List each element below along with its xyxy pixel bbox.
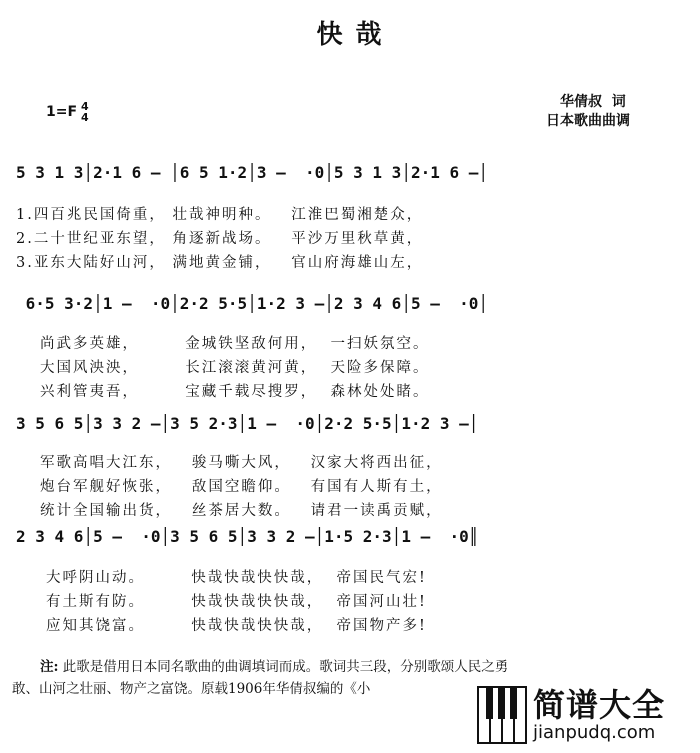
notation-line-1: 5 3 1 3│2·1 6 — │6 5 1·2│3 — ·0│5 3 1 3│2·1 6 —│ bbox=[16, 163, 489, 182]
lyric-line-1-verse-1: 1.四百兆民国倚重， 壮哉神明种。 江淮巴蜀湘楚众， bbox=[16, 207, 424, 223]
lyric-line-1-verse-3: 3.亚东大陆好山河， 满地黄金铺， 官山府海雄山左， bbox=[16, 255, 424, 271]
time-sig-bottom: 4 bbox=[81, 111, 89, 124]
lyric-line-3-verse-3: 统计全国输出货， 丝茶居大数。 请君一读禹贡赋， bbox=[40, 503, 443, 519]
lyric-line-1-verse-2: 2.二十世纪亚东望， 角逐新战场。 平沙万里秋草黄， bbox=[16, 231, 424, 247]
song-title: 快 哉 bbox=[316, 20, 384, 50]
credits bbox=[546, 93, 686, 131]
footnote-line-2: 敢、山河之壮丽、物产之富饶。原载1906年华倩叔编的《小 bbox=[12, 681, 371, 697]
key-signature bbox=[46, 101, 89, 123]
lyric-line-2-verse-2: 大国风泱泱， 长江滚滚黄河黄， 天险多保障。 bbox=[40, 360, 430, 376]
footnote-line-1: 此歌是借用日本同名歌曲的曲调填词而成。歌词共三段，分别歌颂人民之勇 bbox=[62, 659, 509, 675]
time-sig-top: 4 bbox=[81, 100, 89, 113]
lyric-line-4-verse-2: 有土斯有防。 快哉快哉快快哉， 帝国河山壮! bbox=[46, 594, 427, 610]
lyric-line-2-verse-3: 兴利管夷吾， 宝藏千载尽搜罗， 森林处处睹。 bbox=[40, 384, 430, 400]
piano-keys-icon bbox=[477, 686, 527, 744]
watermark-title: 简谱大全 bbox=[533, 686, 666, 724]
lyric-line-4-verse-3: 应知其饶富。 快哉快哉快快哉， 帝国物产多! bbox=[46, 618, 427, 634]
lyric-line-2-verse-1: 尚武多英雄， 金城铁坚敌何用， 一扫妖氛空。 bbox=[40, 336, 430, 352]
lyricist-credit: 华倩叔 词 bbox=[560, 94, 626, 110]
notation-line-2: 6·5 3·2│1 — ·0│2·2 5·5│1·2 3 —│2 3 4 6│5 — ·0│ bbox=[16, 294, 489, 313]
site-watermark bbox=[477, 680, 692, 750]
notation-line-4: 2 3 4 6│5 — ·0│3 5 6 5│3 3 2 —│1·5 2·3│1 — ·0║ bbox=[16, 527, 479, 546]
key-label: 1=F bbox=[46, 104, 78, 120]
footnote-label: 注: bbox=[40, 659, 59, 675]
time-signature bbox=[81, 101, 89, 123]
lyric-line-3-verse-2: 炮台军舰好恢张， 敌国空瞻仰。 有国有人斯有土， bbox=[40, 479, 443, 495]
lyric-line-4-verse-1: 大呼阴山动。 快哉快哉快快哉， 帝国民气宏! bbox=[46, 570, 427, 586]
notation-line-3: 3 5 6 5│3 3 2 —│3 5 2·3│1 — ·0│2·2 5·5│1·2 3 —│ bbox=[16, 414, 479, 433]
composer-credit: 日本歌曲曲调 bbox=[546, 113, 630, 129]
watermark-url: jianpudq.com bbox=[533, 722, 656, 743]
lyric-line-3-verse-1: 军歌高唱大江东， 骏马嘶大风， 汉家大将西出征， bbox=[40, 455, 443, 471]
